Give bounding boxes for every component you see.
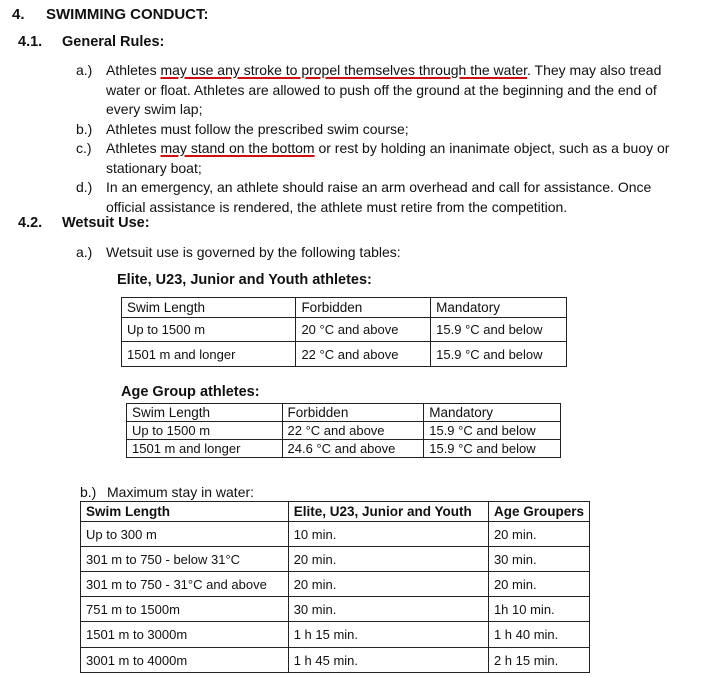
wetsuit-item-b-text: Maximum stay in water: [107, 484, 255, 500]
table-caption-elite: Elite, U23, Junior and Youth athletes: [117, 272, 372, 288]
wetsuit-item-b-label: b.) [80, 484, 97, 500]
table-cell: 301 m to 750 - below 31°C [81, 547, 289, 572]
table-row [81, 648, 590, 673]
table-cell: 1 h 15 min. [288, 622, 488, 648]
table-cell: 20 °C and above [296, 318, 431, 342]
subsection-title-general: General Rules: [62, 34, 165, 50]
table-row [81, 622, 590, 648]
table-cell: 22 °C and above [282, 422, 424, 440]
table-cell: Up to 300 m [81, 522, 289, 547]
column-header: Elite, U23, Junior and Youth [288, 502, 488, 522]
table-cell: 24.6 °C and above [282, 440, 424, 458]
table-cell: 30 min. [488, 547, 589, 572]
rule-text: In an emergency, an athlete should raise an arm overhead and call for assistance. Once official assistance is rendered, the athlete must retire from the competition. [106, 179, 652, 215]
table-row [81, 597, 590, 622]
column-header: Age Groupers [488, 502, 589, 522]
table-cell: 1501 m and longer [127, 440, 283, 458]
section-title: SWIMMING CONDUCT: [46, 6, 209, 23]
table-header-row [122, 298, 567, 318]
wetsuit-item-a-label: a.) [76, 244, 93, 260]
rule-label: b.) [76, 121, 93, 137]
table-cell: 20 min. [488, 522, 589, 547]
max-stay-table [80, 501, 590, 673]
column-header: Swim Length [122, 298, 296, 318]
column-header: Forbidden [296, 298, 431, 318]
underlined-phrase: may stand on the bottom [160, 140, 315, 156]
table-cell: 1 h 40 min. [488, 622, 589, 648]
rule-label: d.) [76, 179, 93, 195]
table-cell: 3001 m to 4000m [81, 648, 289, 673]
table-cell: 22 °C and above [296, 342, 431, 367]
table-row [122, 342, 567, 367]
table-header-row [127, 404, 561, 422]
column-header: Mandatory [431, 298, 567, 318]
rule-label: a.) [76, 62, 93, 78]
subsection-number-general: 4.1. [18, 34, 43, 50]
table-cell: 1 h 45 min. [288, 648, 488, 673]
table-cell: 1501 m to 3000m [81, 622, 289, 648]
rule-text: Athletes must follow the prescribed swim course; [106, 121, 409, 137]
table-cell: 2 h 15 min. [488, 648, 589, 673]
wetsuit-table-age-group [126, 403, 561, 458]
table-cell: 301 m to 750 - 31°C and above [81, 572, 289, 597]
table-cell: 10 min. [288, 522, 488, 547]
table-cell: 20 min. [288, 572, 488, 597]
rule-label: c.) [76, 140, 92, 156]
rule-text: Athletes may stand on the bottom or rest by holding an inanimate object, such as a buoy or stationary boat; [106, 140, 670, 176]
column-header: Swim Length [127, 404, 283, 422]
table-cell: 20 min. [288, 547, 488, 572]
column-header: Mandatory [424, 404, 561, 422]
table-row [122, 318, 567, 342]
table-cell: 751 m to 1500m [81, 597, 289, 622]
section-number: 4. [12, 6, 25, 23]
table-cell: 15.9 °C and below [424, 440, 561, 458]
table-row [81, 522, 590, 547]
table-cell: 15.9 °C and below [431, 342, 567, 367]
wetsuit-table-elite [121, 297, 567, 367]
table-row [127, 422, 561, 440]
wetsuit-item-a-text: Wetsuit use is governed by the following tables: [106, 244, 401, 260]
table-row [81, 547, 590, 572]
table-cell: 30 min. [288, 597, 488, 622]
table-cell: 20 min. [488, 572, 589, 597]
rule-text: Athletes may use any stroke to propel themselves through the water. They may also tread water or float. Athletes are allowed to push off the ground at the beginning and the end of every swim lap; [106, 62, 662, 117]
table-cell: 1h 10 min. [488, 597, 589, 622]
subsection-title-wetsuit: Wetsuit Use: [62, 215, 150, 231]
column-header: Swim Length [81, 502, 289, 522]
table-cell: 1501 m and longer [122, 342, 296, 367]
table-caption-age-group: Age Group athletes: [121, 384, 260, 400]
column-header: Forbidden [282, 404, 424, 422]
table-row [127, 440, 561, 458]
table-cell: 15.9 °C and below [424, 422, 561, 440]
underlined-phrase: may use any stroke to propel themselves through the water [160, 62, 528, 78]
table-cell: 15.9 °C and below [431, 318, 567, 342]
table-row [81, 572, 590, 597]
table-header-row [81, 502, 590, 522]
subsection-number-wetsuit: 4.2. [18, 215, 43, 231]
table-cell: Up to 1500 m [122, 318, 296, 342]
table-cell: Up to 1500 m [127, 422, 283, 440]
